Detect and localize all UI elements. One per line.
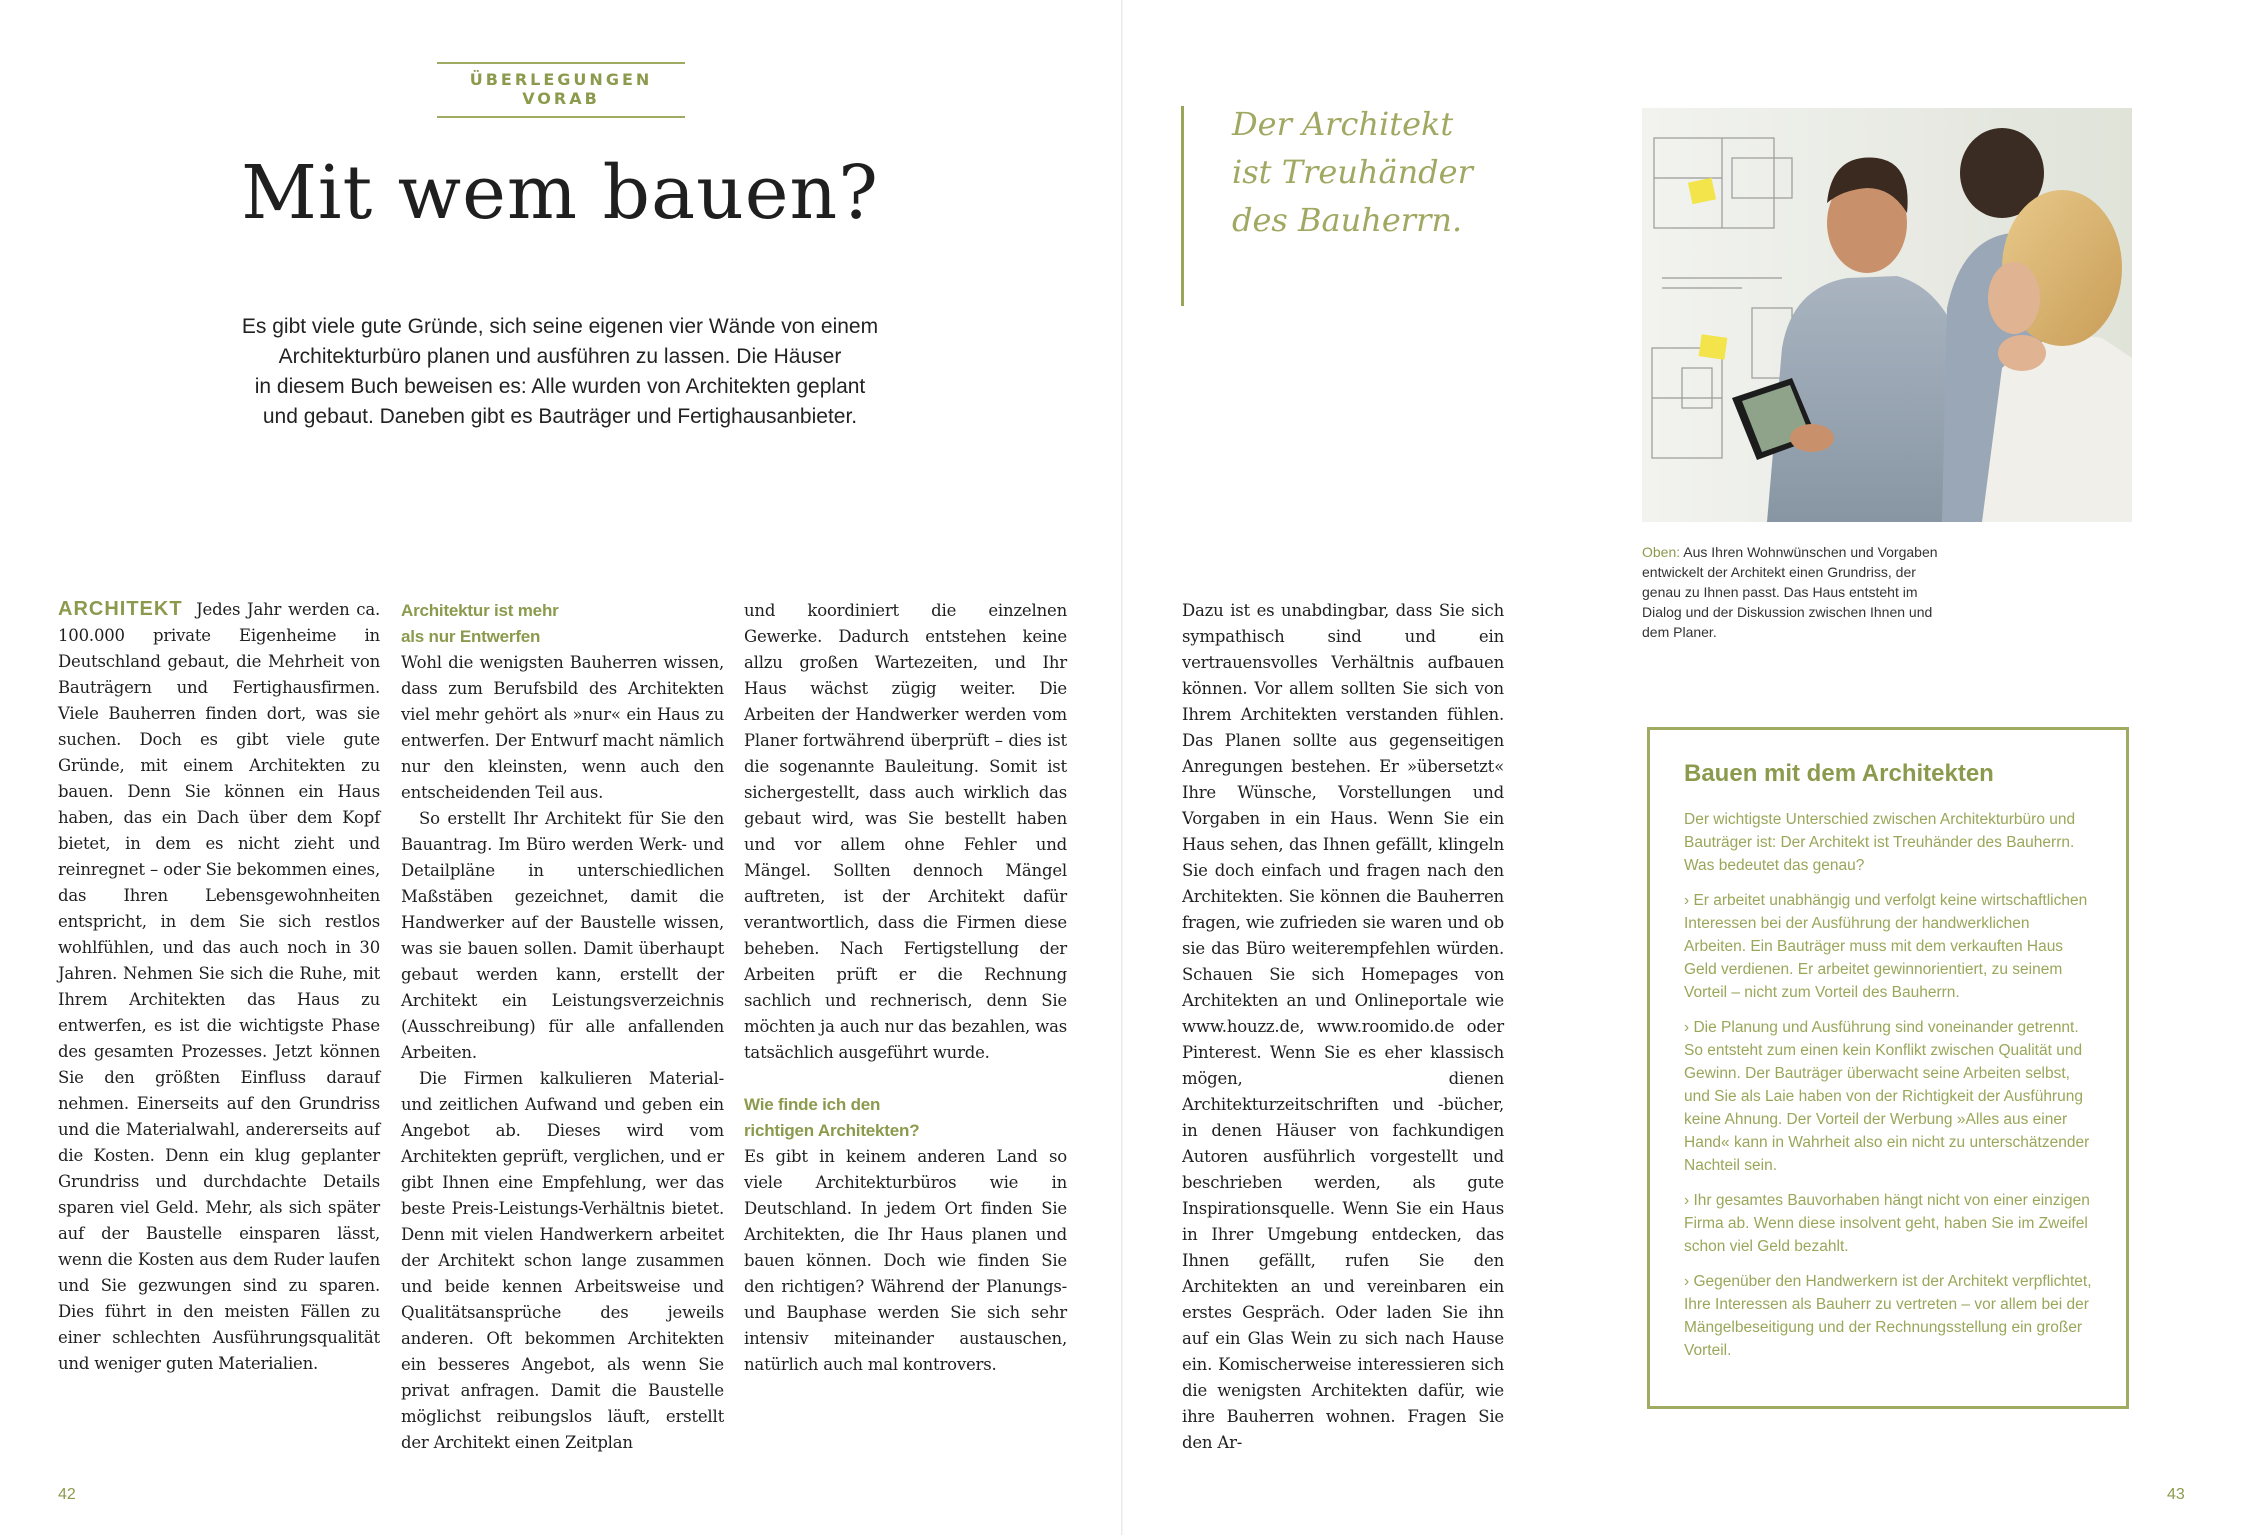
lead-word: ARCHITEKT	[58, 598, 183, 620]
body-paragraph: Dazu ist es unabdingbar, dass Sie sich sympathisch sind und ein vertrauensvolles Verhältnis aufbauen können. Vor allem sollten Sie sich von Ihrem Architekten verstanden fühlen. Das Planen sollte aus gegenseitigen Anregungen bestehen. Er »übersetzt« Ihre Wünsche, Vorstellungen und Vorgaben in ein Haus. Wenn Sie ein Haus sehen, das Ihnen gefällt, klingeln Sie doch einfach und fragen nach den Architekten. Sie können die Bauherren fragen, wie zufrieden sie waren und ob sie das Büro weiterempfehlen würden. Schauen Sie sich Homepages von Architekten an und Onlineportale wie www.houzz.de, www.roomido.de oder Pinterest. Wenn Sie es eher klassisch mögen, dienen Architekturzeitschriften und -bücher, in denen Häuser von fachkundigen Autoren ausführlich vorgestellt und beschrieben werden, als gute Inspirationsquelle. Wenn Sie ein Haus in Ihrer Umgebung entdecken, das Ihnen gefällt, rufen Sie den Architekten an und vereinbaren ein erstes Gespräch. Oder laden Sie ihn auf ein Glas Wein zu sich nach Hause ein. Komischerweise interessieren sich die wenigsten Architekten dafür, wie ihre Bauherren wohnen. Fragen Sie den Ar-	[1182, 601, 1504, 1452]
section-label: ÜBERLEGUNGEN VORAB	[437, 62, 685, 118]
architect-photo	[1642, 108, 2132, 522]
caption-lead: Oben:	[1642, 544, 1681, 560]
body-paragraph: Es gibt in keinem anderen Land so viele Architekturbüros wie in Deutschland. In jedem Ort finden Sie Architekten, die Ihr Haus planen und bauen können. Doch wie finden Sie den richtigen? Während der Planungs- und Bauphase werden Sie sich sehr intensiv miteinander austauschen, natürlich auch mal kontrovers.	[744, 1147, 1067, 1374]
body-paragraph: Wohl die wenigsten Bauherren wissen, dass zum Berufsbild des Architekten viel mehr gehört als »nur« ein Haus zu entwerfen. Der Entwurf macht nämlich nur den kleinsten, wenn auch den entscheidenden Teil aus.	[401, 653, 724, 802]
subheading-line: richtigen Architekten?	[744, 1121, 920, 1140]
intro-line: Es gibt viele gute Gründe, sich seine eigenen vier Wände von einem	[241, 315, 879, 338]
book-gutter	[1121, 0, 1123, 1535]
subheading-line: Architektur ist mehr	[401, 601, 559, 620]
text-column-4	[1182, 598, 1504, 1456]
text-column-3	[744, 598, 1067, 1378]
text-column-1	[58, 596, 380, 1377]
pull-quote-line: Der Architekt	[1232, 105, 1454, 143]
caption-text: Aus Ihren Wohnwünschen und Vorgaben entwickelt der Architekt einen Grundriss, der genau zu Ihnen passt. Das Haus entsteht im Dialog und der Diskussion zwischen Ihnen und dem Planer.	[1642, 544, 1938, 640]
page-title: Mit wem bauen?	[241, 150, 879, 236]
intro-line: und gebaut. Daneben gibt es Bauträger und Fertighausanbieter.	[262, 405, 858, 428]
info-box-point: › Die Planung und Ausführung sind voneinander getrennt. So entsteht zum einen kein Konflikt zwischen Qualität und Gewinn. Der Bauträger überwacht seine Arbeiten selbst, und Sie als Laie haben von der Richtigkeit der Ausführung keine Ahnung. Der Vorteil der Werbung »Alles aus einer Hand« kann in Wahrheit also ein nicht zu unterschätzender Nachteil sein.	[1684, 1019, 2090, 1174]
info-box-point: › Gegenüber den Handwerkern ist der Architekt verpflichtet, Ihre Interessen als Bauherr zu vertreten – vor allem bei der Mängelbeseitigung und der Rechnungsstellung ein großer Vorteil.	[1684, 1273, 2092, 1359]
page-number-left: 42	[58, 1486, 76, 1503]
subheading	[401, 598, 724, 650]
man-hand	[1790, 424, 1834, 452]
info-box-point: › Ihr gesamtes Bauvorhaben hängt nicht von einer einzigen Firma ab. Wenn diese insolvent geht, haben Sie im Zweifel schon viel Geld bezahlt.	[1684, 1192, 2090, 1255]
info-box-intro: Der wichtigste Unterschied zwischen Architekturbüro und Bauträger ist: Der Architekt ist Treuhänder des Bauherrn. Was bedeutet das genau?	[1684, 811, 2076, 874]
body-paragraph: Die Firmen kalkulieren Material- und zeitlichen Aufwand und geben ein Angebot ab. Dieses wird vom Architekten geprüft, verglichen, und er gibt Ihnen eine Empfehlung, wer das beste Preis-Leistungs-Verhältnis bietet. Denn mit vielen Handwerkern arbeitet der Architekt schon lange zusammen und beide kennen Arbeitsweise und Qualitätsansprüche des jeweils anderen. Oft bekommen Architekten ein besseres Angebot, als wenn Sie privat anfragen. Damit die Baustelle möglichst reibungslos läuft, erstellt der Architekt einen Zeitplan	[401, 1069, 724, 1452]
pull-quote-line: ist Treuhänder	[1232, 153, 1473, 191]
subheading-line: Wie finde ich den	[744, 1095, 881, 1114]
subheading-line: als nur Entwerfen	[401, 627, 541, 646]
pull-quote	[1232, 100, 1532, 244]
quote-rule	[1181, 106, 1184, 306]
body-text: Jedes Jahr werden ca. 100.000 private Eigenheime in Deutschland gebaut, die Mehrheit von Bauträgern und Fertighausfirmen. Viele Bauherren finden dort, was sie suchen. Doch es gibt viele gute Gründe, mit einem Architekten zu bauen. Denn Sie können ein Haus haben, das ein Dach über dem Kopf bietet, in dem es nicht zieht und reinregnet – oder Sie bekommen eines, das Ihren Lebensgewohnheiten entspricht, in dem Sie sich restlos wohlfühlen, und das auch noch in 30 Jahren. Nehmen Sie sich die Ruhe, mit Ihrem Architekten das Haus zu entwerfen, es ist die wichtigste Phase des gesamten Prozesses. Jetzt können Sie den größten Einfluss darauf nehmen. Einerseits auf den Grundriss und die Materialwahl, andererseits auf die Kosten. Denn ein klug geplanter Grundriss und durchdachte Details sparen viel Geld. Mehr, als sich später auf der Baustelle einsparen lässt, wenn die Kosten aus dem Ruder laufen und Sie gezwungen sind zu sparen. Dies führt in den meisten Fällen zu einer schlechten Ausführungsqualität und weniger guten Materialien.	[58, 600, 380, 1373]
info-box-point: › Er arbeitet unabhängig und verfolgt keine wirtschaftlichen Interessen bei der Ausführung der handwerklichen Arbeiten. Ein Bauträger muss mit dem verkauften Haus Geld verdienen. Er arbeitet gewinnorientiert, zu seinem Vorteil – nicht zum Vorteil des Bauherrn.	[1684, 892, 2088, 1001]
intro-line: Architekturbüro planen und ausführen zu lassen. Die Häuser	[278, 345, 842, 368]
body-paragraph: So erstellt Ihr Architekt für Sie den Bauantrag. Im Büro werden Werk- und Detailpläne in unterschiedlichen Maßstäben gezeichnet, damit die Handwerker auf der Baustelle wissen, was sie bauen sollen. Damit überhaupt gebaut werden kann, erstellt der Architekt ein Leistungsverzeichnis (Ausschreibung) für alle anfallenden Arbeiten.	[401, 809, 724, 1062]
subheading	[744, 1092, 1067, 1144]
text-column-2	[401, 598, 724, 1456]
intro-line: in diesem Buch beweisen es: Alle wurden von Architekten geplant	[254, 375, 866, 398]
sticky-note	[1699, 334, 1728, 359]
info-box-title: Bauen mit dem Architekten	[1684, 760, 1994, 787]
woman-hand	[1998, 335, 2046, 371]
body-paragraph: und koordiniert die einzelnen Gewerke. Dadurch entstehen keine allzu großen Wartezeiten, und Ihr Haus wächst zügig weiter. Die Arbeiten der Handwerker werden vom Planer fortwährend überprüft – dies ist die sogenannte Bauleitung. Somit ist sichergestellt, dass auch wirklich das gebaut wird, was Sie bestellt haben und vor allem ohne Fehler und Mängel. Sollten dennoch Mängel auftreten, ist der Architekt dafür verantwortlich, dass die Firmen diese beheben. Nach Fertigstellung der Arbeiten prüft er die Rechnung sachlich und rechnerisch, denn Sie möchten ja auch nur das bezahlen, was tatsächlich ausgeführt wurde.	[744, 601, 1067, 1062]
page-number-right: 43	[2167, 1486, 2185, 1503]
pull-quote-line: des Bauherrn.	[1232, 201, 1463, 239]
info-box	[1647, 727, 2129, 1409]
photo-caption	[1642, 542, 1942, 642]
woman-face	[1988, 262, 2040, 334]
intro-text	[200, 312, 920, 432]
